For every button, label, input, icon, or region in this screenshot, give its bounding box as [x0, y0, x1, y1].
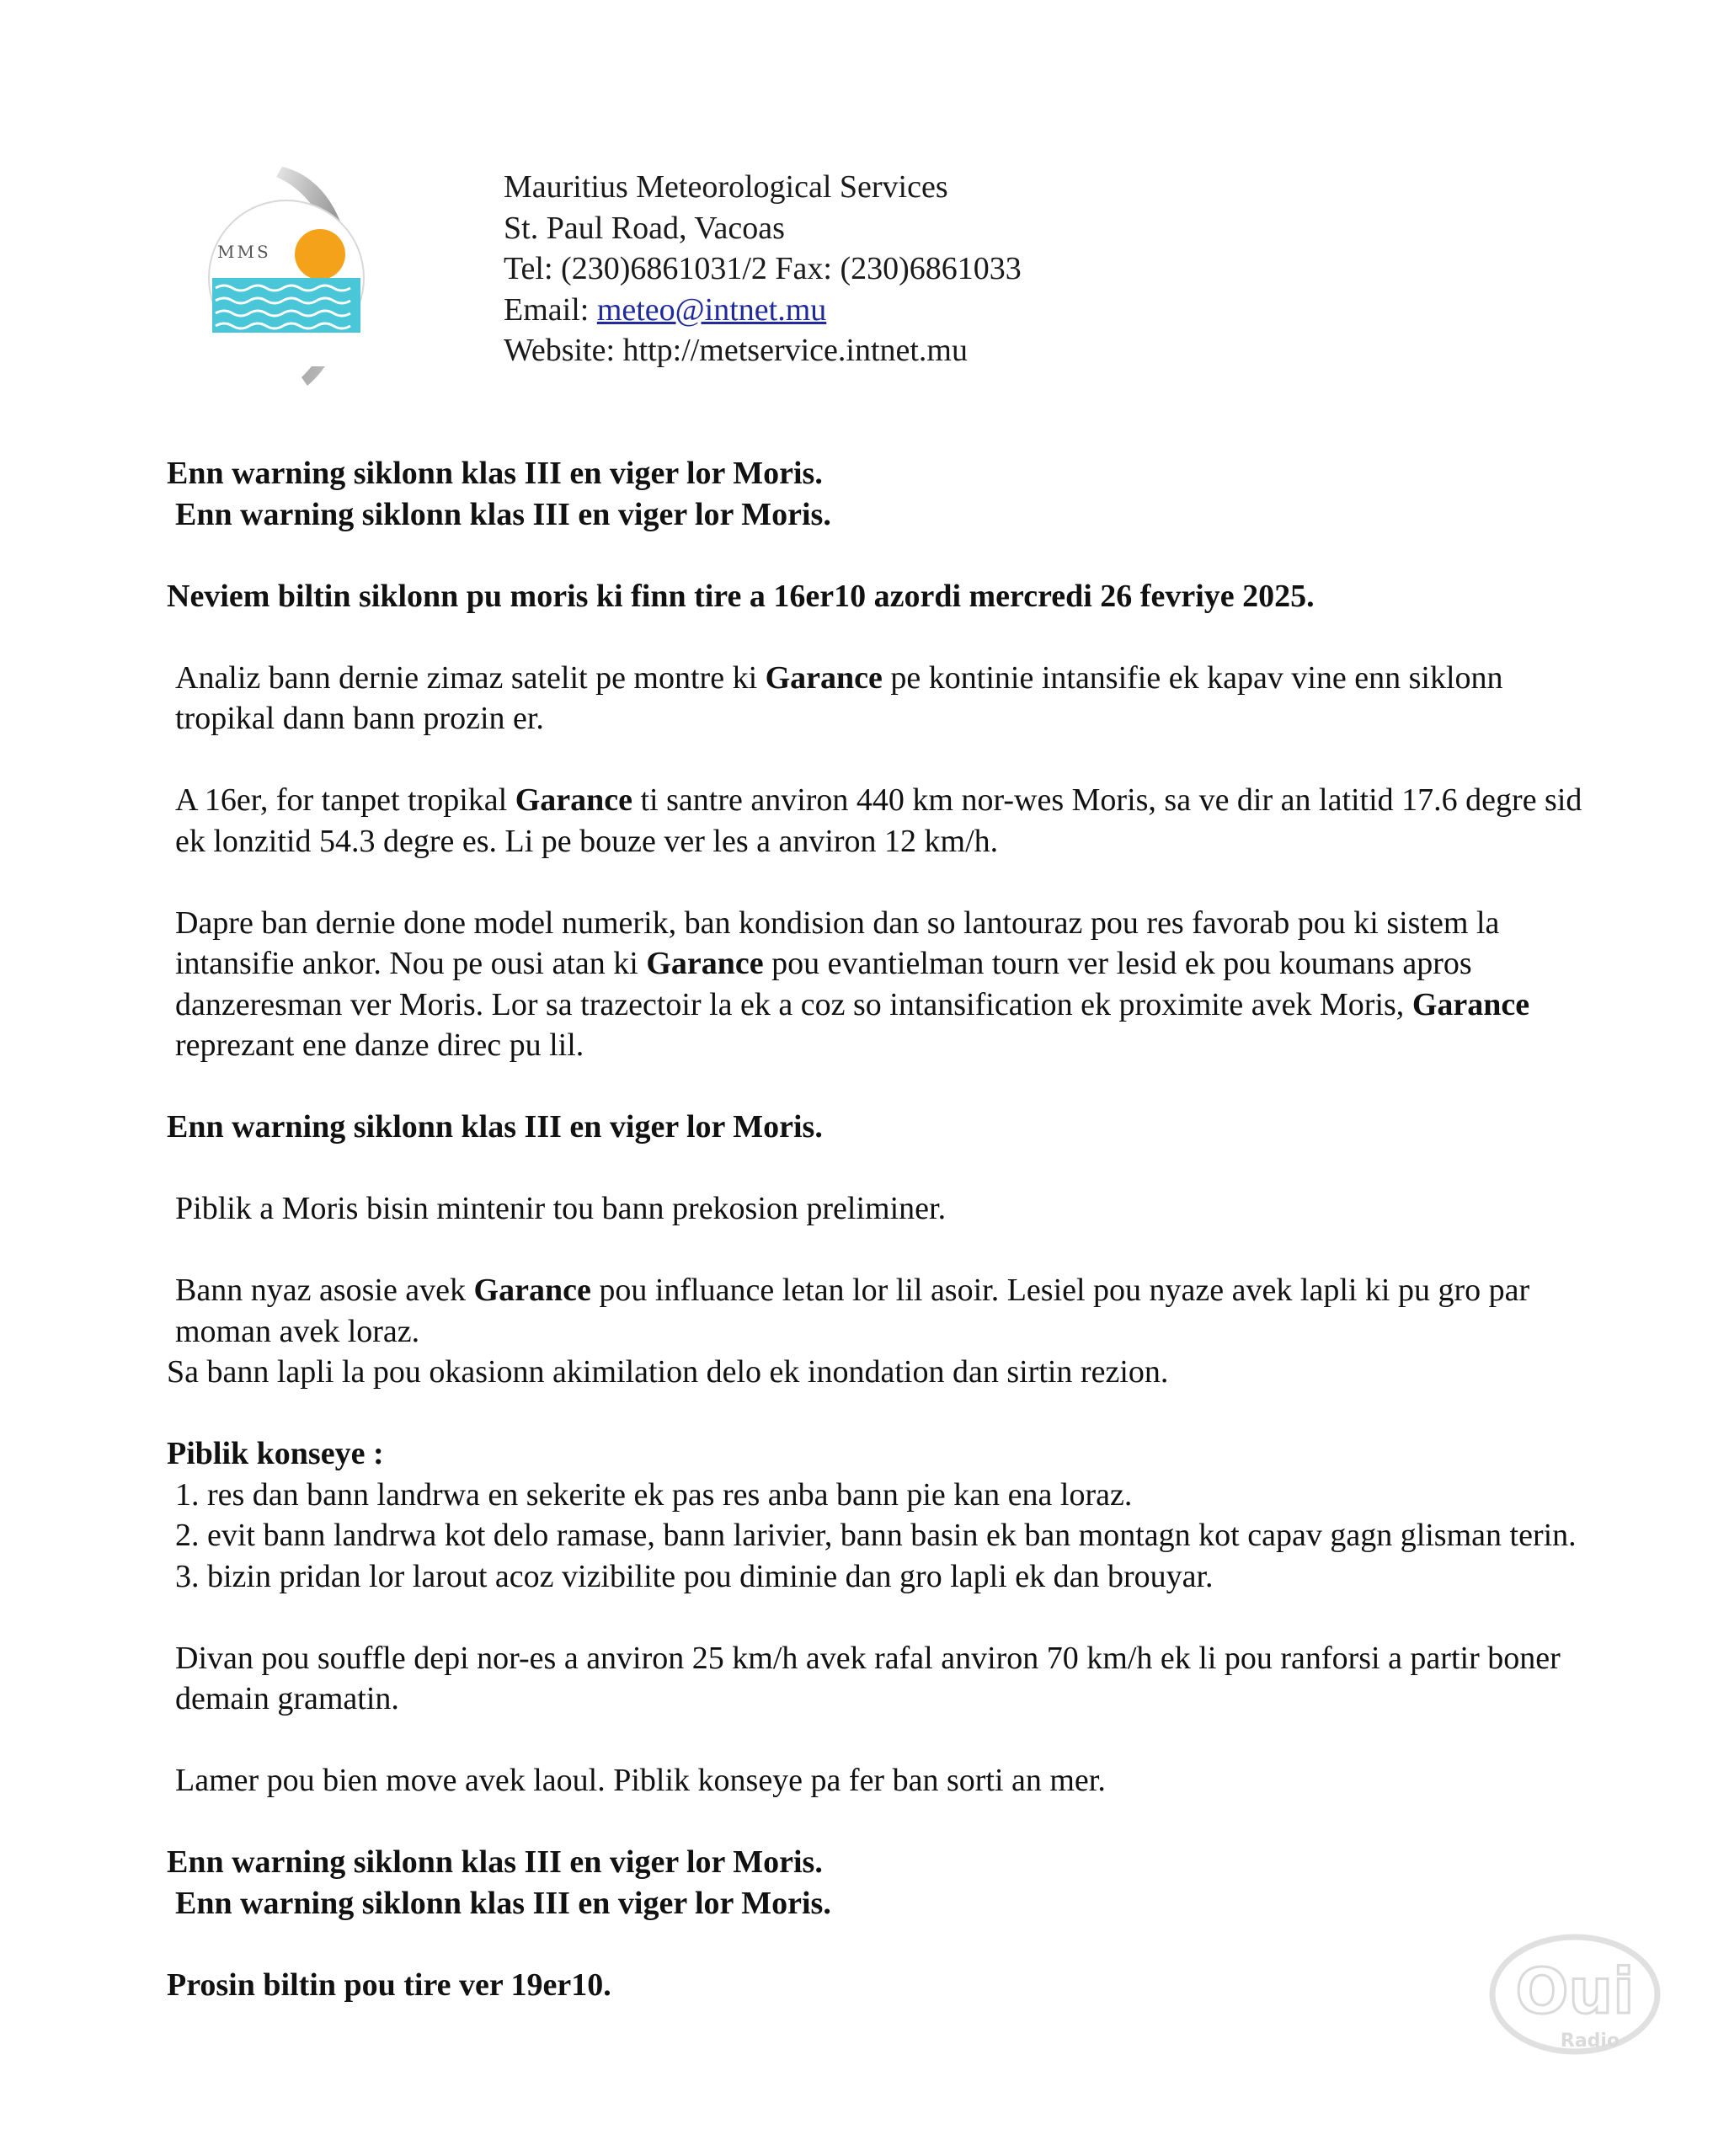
email-label: Email: — [504, 291, 597, 328]
paragraph-sea: Lamer pou bien move avek laoul. Piblik konseye pa fer ban sorti an mer. — [175, 1763, 1106, 1798]
paragraph-rain: Sa bann lapli la pou okasionn akimilation delo ek inondation dan sirtin rezion. — [167, 1354, 1169, 1390]
advice-item: 3. bizin pridan lor larout acoz vizibilite pou diminie dan gro lapli ek dan brouyar. — [175, 1558, 1214, 1594]
radio-watermark-logo — [1482, 1929, 1668, 2063]
svg-text:Radio: Radio — [1560, 2031, 1620, 2052]
bulletin-title: Neviem biltin siklonn pu moris ki finn tire a 16er10 azordi mercredi 26 fevriye 2025. — [167, 578, 1315, 614]
org-tel-fax: Tel: (230)6861031/2 Fax: (230)6861033 — [504, 251, 1022, 286]
org-address: St. Paul Road, Vacoas — [504, 210, 785, 246]
org-email-line — [504, 290, 1022, 331]
warning-line: Enn warning siklonn klas III en viger lor Moris. — [175, 496, 831, 532]
paragraph-forecast: Dapre ban dernie done model numerik, ban kondision dan so lantouraz pou res favorab pou ki sistem la intansifie ankor. Nou pe ousi atan ki Garance pou evantielman tourn ver lesid ek pou koumans apros danzeresman ver Moris. Lor sa trazectoir la ek a coz so intansification ek proximite avek Moris, Garance reprezant ene danze direc pu lil. — [175, 905, 1530, 1063]
advice-item: 2. evit bann landrwa kot delo ramase, bann larivier, bann basin ek ban montagn kot capav gagn glisman terin. — [175, 1518, 1577, 1553]
paragraph-analysis: Analiz bann dernie zimaz satelit pe montre ki Garance pe kontinie intansifie ek kapav vine enn siklonn tropikal dann bann prozin er. — [175, 659, 1503, 736]
paragraph-position: A 16er, for tanpet tropikal Garance ti santre anviron 440 km nor-wes Moris, sa ve dir an latitid 17.6 degre sid ek lonzitid 54.3 degre es. Li pe bouze ver les a anviron 12 km/h. — [175, 782, 1582, 859]
advice-title: Piblik konseye : — [167, 1436, 384, 1471]
svg-text:MMS: MMS — [217, 242, 271, 262]
org-name: Mauritius Meteorological Services — [504, 169, 948, 205]
warning-line: Enn warning siklonn klas III en viger lor Moris. — [167, 456, 823, 491]
bulletin-body — [167, 453, 1590, 2005]
email-link[interactable]: meteo@intnet.mu — [596, 291, 827, 328]
org-website: Website: http://metservice.intnet.mu — [504, 333, 968, 368]
mms-logo — [202, 160, 379, 396]
organisation-block — [504, 167, 1022, 371]
advice-item: 1. res dan bann landrwa en sekerite ek pas res anba bann pie kan ena loraz. — [175, 1476, 1133, 1513]
warning-line: Enn warning siklonn klas III en viger lor Moris. — [167, 1109, 823, 1145]
paragraph-clouds: Bann nyaz asosie avek Garance pou influance letan lor lil asoir. Lesiel pou nyaze avek lapli ki pu gro par moman avek loraz. — [175, 1273, 1530, 1349]
warning-line: Enn warning siklonn klas III en viger lor Moris. — [175, 1885, 831, 1921]
paragraph-wind: Divan pou souffle depi nor-es a anviron 25 km/h avek rafal anviron 70 km/h ek li pou ranforsi a partir boner demain gramatin. — [175, 1640, 1561, 1716]
next-bulletin: Prosin biltin pou tire ver 19er10. — [167, 1967, 611, 2003]
svg-text:Oui: Oui — [1515, 1956, 1635, 2028]
paragraph-precautions: Piblik a Moris bisin mintenir tou bann prekosion preliminer. — [175, 1191, 947, 1226]
warning-line: Enn warning siklonn klas III en viger lor Moris. — [167, 1844, 823, 1880]
